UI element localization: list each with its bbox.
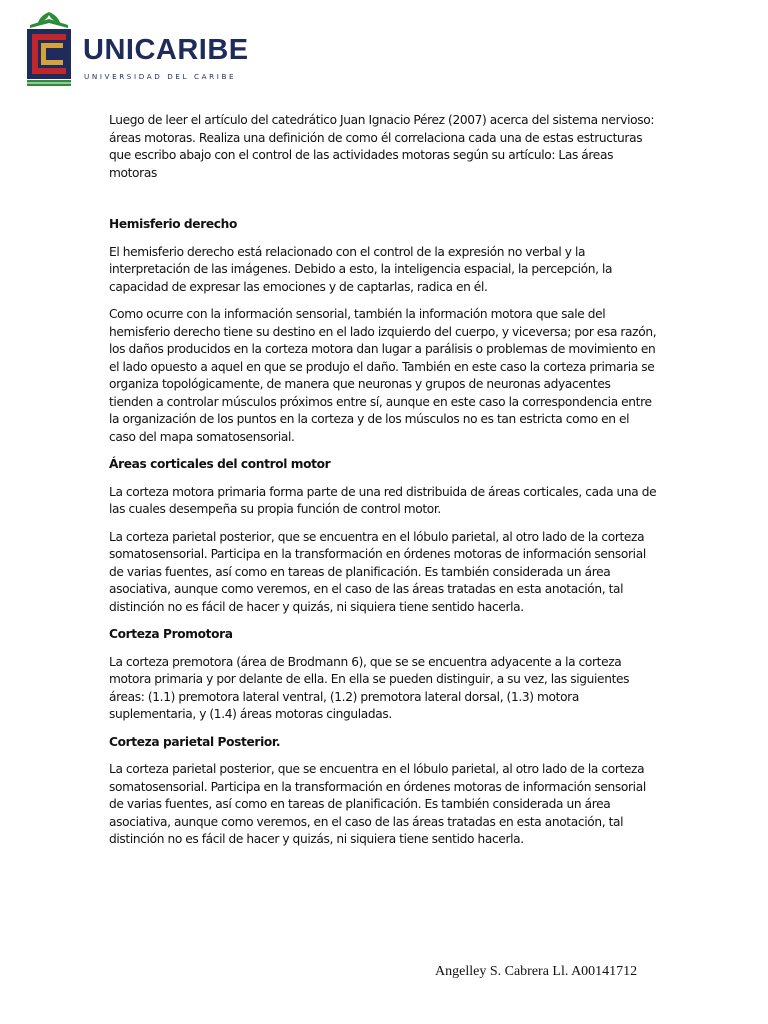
- unicaribe-shield-logo-icon: [24, 10, 74, 86]
- section-heading: Áreas corticales del control motor: [109, 457, 331, 471]
- intro-paragraph: Luego de leer el artículo del catedrático Juan Ignacio Pérez (2007) acerca del sistema nervioso: áreas motoras. Realiza una definición de como él correlaciona cada una de estas estructuras que escribo abajo con el control de las actividades motoras según su artículo: Las áreas motoras: [109, 113, 655, 180]
- paragraph: El hemisferio derecho está relacionado con el control de la expresión no verbal y la interpretación de las imágenes. Debido a esto, la inteligencia espacial, la percepción, la capacidad de expresar las emociones y de captarlas, radica en él.: [109, 244, 613, 294]
- paragraph: La corteza motora primaria forma parte de una red distribuida de áreas corticales, cada una de las cuales desempeña su propia función de control motor.: [109, 484, 657, 516]
- logo-subtitle: UNIVERSIDAD DEL CARIBE: [84, 72, 237, 81]
- paragraph: La corteza parietal posterior, que se encuentra en el lóbulo parietal, al otro lado de la corteza somatosensorial. Participa en la transformación en órdenes motoras de información sensorial de varias fuentes, así como en tareas de planificación. Es también considerada un área asociativa, aunque como veremos, en el caso de las áreas tratadas en esta anotación, tal distinción no es fácil de hacer y quizás, ni siquiera tiene sentido hacerla.: [109, 529, 646, 614]
- paragraph: La corteza parietal posterior, que se encuentra en el lóbulo parietal, al otro lado de la corteza somatosensorial. Participa en la transformación en órdenes motoras de información sensorial de varias fuentes, así como en tareas de planificación. Es también considerada un área asociativa, aunque como veremos, en el caso de las áreas tratadas en esta anotación, tal distinción no es fácil de hacer y quizás, ni siquiera tiene sentido hacerla.: [109, 762, 646, 846]
- paragraph: Como ocurre con la información sensorial, también la información motora que sale del hemisferio derecho tiene su destino en el lado izquierdo del cuerpo, y viceversa; por esa razón, los daños producidos en la corteza motora dan lugar a parálisis o problemas de movimiento en el lado opuesto a aquel en que se produjo el daño. También en este caso la corteza primaria se organiza topológicamente, de manera que neuronas y grupos de neuronas adyacentes tienden a controlar músculos próximos entre sí, aunque en este caso la correspondencia entre la organización de los puntos en la corteza y de los músculos no es tan estricta como en el caso del mapa somatosensorial.: [109, 307, 657, 444]
- header: [24, 10, 254, 90]
- logo-wordmark: UNICARIBE: [83, 34, 249, 66]
- section-heading: Hemisferio derecho: [109, 217, 238, 231]
- paragraph: La corteza premotora (área de Brodmann 6), que se se encuentra adyacente a la corteza motora primaria y por delante de ella. En ella se pueden distinguir, a su vez, las siguientes áreas: (1.1) premotora lateral ventral, (1.2) premotora lateral dorsal, (1.3) motora suplementaria, y (1.4) áreas motoras cinguladas.: [109, 654, 630, 721]
- section-heading: Corteza parietal Posterior.: [109, 734, 281, 749]
- author-footer: Angelley S. Cabrera Ll. A00141712: [435, 964, 638, 979]
- document-body: [109, 112, 657, 859]
- section-heading: Corteza Promotora: [109, 627, 233, 641]
- spacer: [109, 192, 657, 216]
